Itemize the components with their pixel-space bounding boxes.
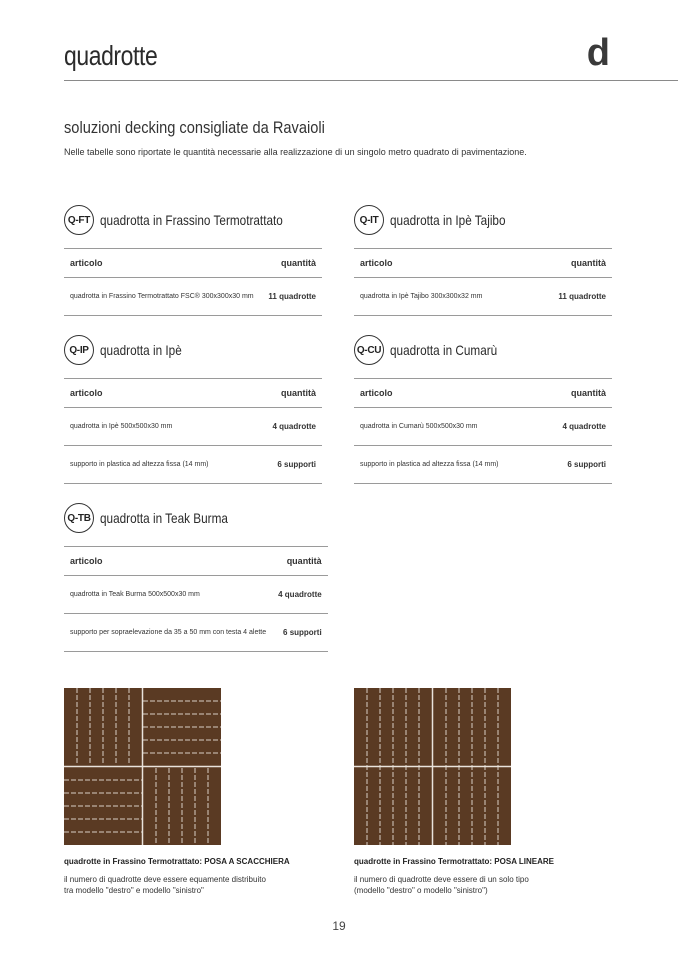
- block-q-ip: [64, 335, 322, 484]
- column-header-quantity: quantità: [262, 249, 322, 278]
- table-row: [64, 446, 322, 484]
- block-q-tb: [64, 503, 322, 652]
- intro-text: Nelle tabelle sono riportate le quantità necessarie alla realizzazione di un singolo metro quadrato di pavimentazione.: [64, 147, 527, 157]
- block-title: quadrotta in Teak Burma: [100, 510, 228, 526]
- code-badge: Q-FT: [64, 205, 94, 235]
- figure-caption-line: (modello "destro" o modello "sinistro"): [354, 886, 488, 895]
- column-header-quantity: quantità: [272, 547, 328, 576]
- block-title: quadrotta in Ipè Tajibo: [390, 212, 506, 228]
- table-row: [354, 408, 612, 446]
- block-q-it: [354, 205, 612, 316]
- cell-quantity: 11 quadrotte: [533, 278, 612, 316]
- code-badge: Q-IT: [354, 205, 384, 235]
- quantity-table: [354, 378, 612, 484]
- table-header-row: [354, 249, 612, 278]
- cell-quantity: 6 supporti: [542, 446, 612, 484]
- linear-tiles-image: [354, 688, 511, 845]
- cell-article: quadrotta in Cumarù 500x500x30 mm: [354, 408, 542, 446]
- table-header-row: [64, 379, 322, 408]
- figure-caption-line: tra modello "destro" e modello "sinistro": [64, 886, 204, 895]
- quantity-table: [64, 378, 322, 484]
- column-header-quantity: quantità: [542, 379, 612, 408]
- checkerboard-tiles-svg: [64, 688, 221, 845]
- cell-quantity: 4 quadrotte: [542, 408, 612, 446]
- figure-caption-line: il numero di quadrotte deve essere di un solo tipo: [354, 875, 529, 884]
- cell-quantity: 4 quadrotte: [252, 408, 322, 446]
- section-subtitle: soluzioni decking consigliate da Ravaioli: [64, 118, 325, 137]
- block-title: quadrotta in Frassino Termotrattato: [100, 212, 283, 228]
- code-badge: Q-CU: [354, 335, 384, 365]
- block-title: quadrotta in Ipè: [100, 342, 182, 358]
- cell-quantity: 6 supporti: [252, 446, 322, 484]
- column-header-article: articolo: [354, 249, 533, 278]
- table-header-row: [354, 379, 612, 408]
- column-header-article: articolo: [64, 547, 272, 576]
- column-header-quantity: quantità: [252, 379, 322, 408]
- section-letter: d: [586, 32, 610, 74]
- cell-quantity: 6 supporti: [272, 614, 328, 652]
- table-header-row: [64, 249, 322, 278]
- block-q-ft: [64, 205, 322, 316]
- page-number: 19: [332, 919, 346, 933]
- cell-article: quadrotta in Frassino Termotrattato FSC® 300x300x30 mm: [64, 278, 262, 316]
- cell-quantity: 11 quadrotte: [262, 278, 322, 316]
- cell-article: quadrotta in Ipè Tajibo 300x300x32 mm: [354, 278, 533, 316]
- block-q-cu: [354, 335, 612, 484]
- cell-article: supporto per sopraelevazione da 35 a 50 mm con testa 4 alette: [64, 614, 272, 652]
- table-row: [64, 576, 328, 614]
- checkerboard-tiles-image: [64, 688, 221, 845]
- quantity-table: [64, 546, 328, 652]
- header-rule: [64, 80, 678, 81]
- block-title: quadrotta in Cumarù: [390, 342, 498, 358]
- cell-article: quadrotta in Teak Burma 500x500x30 mm: [64, 576, 272, 614]
- code-badge: Q-IP: [64, 335, 94, 365]
- cell-article: supporto in plastica ad altezza fissa (14 mm): [64, 446, 252, 484]
- column-header-quantity: quantità: [533, 249, 612, 278]
- quantity-table: [354, 248, 612, 316]
- figure-caption-title: quadrotte in Frassino Termotrattato: POSA A SCACCHIERA: [64, 857, 290, 866]
- column-header-article: articolo: [64, 249, 262, 278]
- figure-caption-line: il numero di quadrotte deve essere equamente distribuito: [64, 875, 266, 884]
- table-row: [64, 614, 328, 652]
- table-row: [354, 278, 612, 316]
- cell-article: supporto in plastica ad altezza fissa (14 mm): [354, 446, 542, 484]
- quantity-table: [64, 248, 322, 316]
- cell-article: quadrotta in Ipè 500x500x30 mm: [64, 408, 252, 446]
- table-row: [64, 278, 322, 316]
- table-row: [354, 446, 612, 484]
- code-badge: Q-TB: [64, 503, 94, 533]
- table-header-row: [64, 547, 328, 576]
- linear-tiles-svg: [354, 688, 511, 845]
- figure-caption-title: quadrotte in Frassino Termotrattato: POSA LINEARE: [354, 857, 555, 866]
- column-header-article: articolo: [354, 379, 542, 408]
- cell-quantity: 4 quadrotte: [272, 576, 328, 614]
- column-header-article: articolo: [64, 379, 252, 408]
- table-row: [64, 408, 322, 446]
- page-title: quadrotte: [64, 40, 158, 71]
